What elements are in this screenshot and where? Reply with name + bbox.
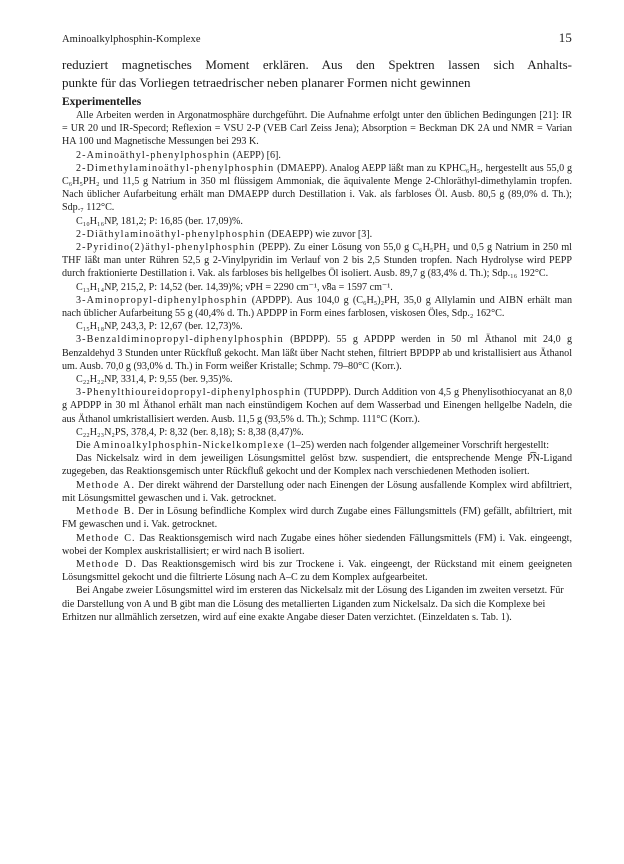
dmaepp-paragraph <box>62 162 572 215</box>
deaepp-paragraph <box>62 228 572 241</box>
general-conditions-paragraph: Alle Arbeiten werden in Argonatmosphäre durchgeführt. Die Aufnahme erfolgt unter den üblichen Bedingungen [21]: IR = UR 20 und IR-Specord; Reflexion = VSU 2-P (VEB Carl Zeiss Jena); Absorption = Beckman DK 2A und NMR = Varian HA 100 und Magnetische Messungen bei 293 K. <box>62 110 572 148</box>
method-name: Methode B. <box>76 506 136 518</box>
method-c-paragraph <box>62 532 572 558</box>
intro-line-2: punkte für das Vorliegen tetraedrischer neben planarer Formen nicht gewinnen <box>62 75 471 90</box>
nickel-salt-paragraph: Das Nickelsalz wird in dem jeweiligen Lösungsmittel gelöst bzw. suspendiert, die entsprechende Menge P͡N-Ligand zugegeben, das Reaktionsgemisch unter Rückfluß gekocht und der Komplex nach verschiedenen Methoden isoliert. <box>62 453 572 478</box>
compound-name: 2-Pyridino(2)äthyl-phenylphosphin <box>76 242 256 254</box>
pepp-formula: C₁₃H₁₄NP, 215,2, P: 14,52 (ber. 14,39)%; ν̃PH = 2290 cm⁻¹, ν̃8a = 1597 cm⁻¹. <box>76 281 393 293</box>
paragraph-text: (BPDPP). 55 g APDPP werden in 50 ml Äthanol mit 24,0 g Benzaldehyd 3 Stunden unter Rückfluß gekocht. Man läßt über Nacht stehen, filtriert BPDPP ab und kristallisiert aus Äthanol um. Ausb. 70,0 g (93,0% d. Th.) in Form weißer Kristalle; Schmp. 79–80°C (Korr.). <box>62 334 572 372</box>
paragraph-text: (TUPDPP). Durch Addition von 4,5 g Phenylisothiocyanat an 8,0 g APDPP in 30 ml Äthanol erhält man nach einstündigem Kochen auf dem Wasserbad und Einengen hellgelbe Nadeln, die aus Äthanol umkristallisiert werden. Ausb. 11,5 g (93,5% d. Th.); Schmp. 111°C (Korr.). <box>62 387 572 425</box>
intro-line-1: reduziert magnetisches Moment erklären. Aus den Spektren lassen sich Anhalts- <box>62 57 572 72</box>
paragraph-text: Der direkt während der Darstellung oder nach Einengen der Lösung ausfallende Komplex wird abfiltriert, mit Lösungsmittel gewaschen und i. Vak. getrocknet. <box>62 479 572 504</box>
running-head <box>62 30 572 46</box>
compound-name: 2-Diäthylaminoäthyl-phenylphosphin <box>76 228 266 240</box>
apdpp-paragraph <box>62 294 572 320</box>
paragraph-text: Der in Lösung befindliche Komplex wird durch Zugabe eines Fällungsmittels (FM) gefällt, abfiltriert, mit FM gewaschen und i. Vak. getrocknet. <box>62 506 572 531</box>
bpdpp-formula: C₂₂H₂₂NP, 331,4, P: 9,55 (ber. 9,35)%. <box>76 374 233 386</box>
method-name: Methode D. <box>76 558 138 570</box>
compound-name: 3-Benzaldiminopropyl-diphenylphosphin <box>76 334 284 346</box>
compound-name: 3-Phenylthioureidopropyl-diphenylphosphin <box>76 387 302 399</box>
compound-class-name: Aminoalkylphosphin-Nickelkomplexe <box>93 440 285 452</box>
closing-paragraph: Bei Angabe zweier Lösungsmittel wird im ersteren das Nickelsalz mit der Lösung des Liganden im zweiten versetzt. Für die Darstellung von A und B gibt man die Lösung des metallierten Liganden zum Nickelsalz. Da sich die Komplexe bei Erhitzen nur allmählich zersetzen, wird auf eine exakte Angabe dieser Daten verzichtet. (Einzeldaten s. Tab. 1). <box>62 585 564 623</box>
paragraph-text: (PEPP). Zu einer Lösung von 55,0 g C₆H₅PH₂ und 0,5 g Natrium in 250 ml THF läßt man unter Rühren 52,5 g 2-Vinylpyridin im Verlauf von 2 bis 2,5 Stunden tropfen. Nach Hydrolyse wird PEPP durch fraktionierte Destillation i. Vak. als farbloses bis hellgelbes Öl isoliert. Ausb. 89,7 g (83,4% d. Th.); Sdp.₁₆ 192°C. <box>62 242 572 280</box>
tupdpp-formula: C₂₂H₂₃N₂PS, 378,4, P: 8,32 (ber. 8,18); S: 8,38 (8,47)%. <box>76 426 304 438</box>
paragraph-text: Die <box>76 440 94 452</box>
page-number: 15 <box>558 30 572 45</box>
paragraph-text: (AEPP) [6]. <box>230 149 281 161</box>
bpdpp-paragraph <box>62 333 572 373</box>
complex-intro-paragraph <box>62 439 572 452</box>
method-a-paragraph <box>62 479 572 505</box>
method-b-paragraph <box>62 505 572 531</box>
compound-name: 2-Dimethylaminoäthyl-phenylphosphin <box>76 162 275 174</box>
section-title: Experimentelles <box>62 96 142 108</box>
paragraph-text: (APDPP). Aus 104,0 g (C₆H₅)₂PH, 35,0 g Allylamin und AIBN erhält man nach üblicher Aufarbeitung 55 g (40,4% d. Th.) APDPP in Form eines farblosen, viskosen Öles, Sdp.₂ 162°C. <box>62 294 572 320</box>
compound-name: 2-Aminoäthyl-phenylphosphin <box>76 149 231 161</box>
method-name: Methode C. <box>76 532 136 544</box>
pepp-paragraph <box>62 241 572 281</box>
dmaepp-formula: C₁₀H₁₆NP, 181,2; P: 16,85 (ber. 17,09)%. <box>76 215 243 227</box>
paragraph-text: (DEAEPP) wie zuvor [3]. <box>265 228 373 240</box>
apdpp-formula: C₁₅H₁₈NP, 243,3, P: 12,67 (ber. 12,73)%. <box>76 321 243 333</box>
paragraph-text: Das Reaktionsgemisch wird nach Zugabe eines höher siedenden Fällungsmittels (FM) i. Vak. eingeengt, wobei der Komplex auskristallisiert; er wird nach B isoliert. <box>62 532 572 557</box>
paragraph-text: (1–25) werden nach folgender allgemeiner Vorschrift hergestellt: <box>284 440 550 452</box>
running-title: Aminoalkylphosphin-Komplexe <box>62 34 201 45</box>
compound-name: 3-Aminopropyl-diphenylphosphin <box>76 294 248 306</box>
aepp-paragraph <box>62 149 572 162</box>
paragraph-text: Das Reaktionsgemisch wird bis zur Trockene i. Vak. eingeengt, der Rückstand mit einem geeigneten Lösungsmittel gekocht und die filtrierte Lösung nach A–C zu dem Komplex aufgearbeitet. <box>62 558 572 584</box>
method-d-paragraph <box>62 558 572 584</box>
method-name: Methode A. <box>76 479 136 491</box>
tupdpp-paragraph <box>62 386 572 426</box>
paragraph-text: (DMAEPP). Analog AEPP läßt man zu KPHC₆H₅, hergestellt aus 55,0 g C₆H₅PH₂ und 11,5 g Natrium in 350 ml flüssigem Ammoniak, die äquivalente Menge 2-Chloräthyl-dimethylamin tropfen. Nach üblicher Aufarbeitung erhält man DMAEPP durch Destillation i. Vak. als farbloses Öl. Ausb. 80,5 g (89,0% d. Th.); Sdp.₇ 112°C. <box>62 162 572 214</box>
